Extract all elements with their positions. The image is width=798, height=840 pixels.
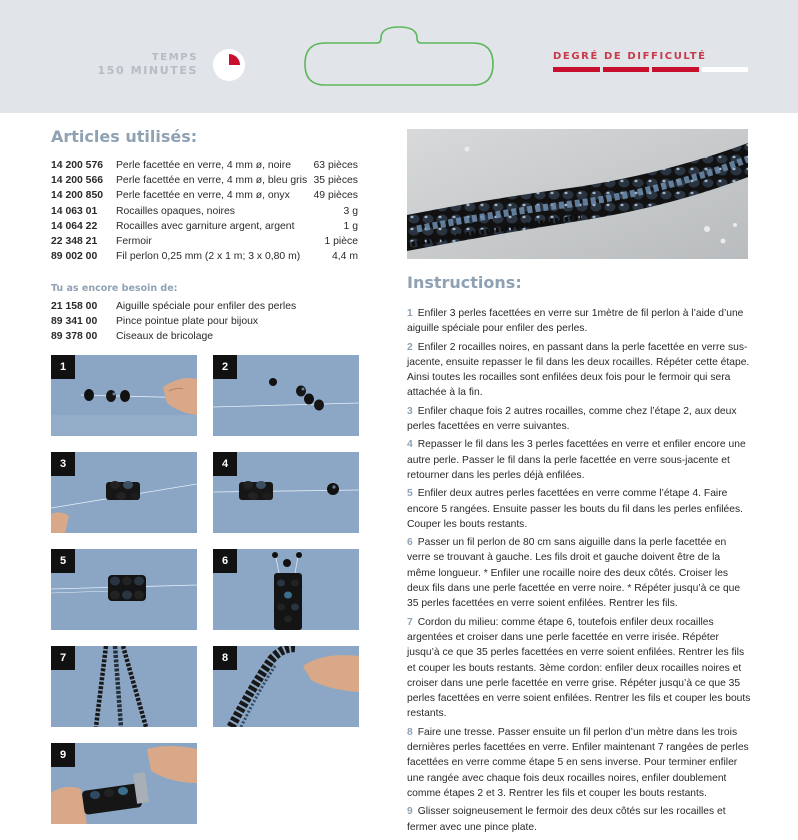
step-text: Glisser soigneusement le fermoir des deux côtés sur les rocailles et fermer avec une pince plate. [407, 806, 726, 833]
step-number: 1 [407, 308, 413, 319]
step-number-badge: 5 [51, 549, 75, 573]
header-tab-outline [303, 26, 495, 86]
materials-list [51, 158, 358, 264]
step-text: Repasser le fil dans les 3 perles facettées en verre et enfiler encore une autre perle. Passer le fil dans la perle facettée en verre sous-jacente et retourner dans les perles déjà enfilées. [407, 439, 746, 481]
header-band [0, 0, 798, 113]
material-row [51, 234, 358, 249]
step-text: Enfiler chaque fois 2 autres rocailles, comme chez l’étape 2, aux deux perles facettées en verre suivantes. [407, 405, 737, 433]
article-desc: Pince pointue plate pour bijoux [116, 316, 259, 328]
material-row [51, 219, 358, 234]
article-qty: 63 pièces [313, 160, 358, 171]
materials-title: Articles utilisés: [51, 127, 198, 146]
material-row [51, 249, 358, 264]
article-code: 89 341 00 [51, 316, 98, 328]
step-text: Passer un fil perlon de 80 cm sans aiguille dans la perle facettée en verre se trouvant à gauche. Les fils droit et gauche doivent être de la même longueur. * Enfiler une rocaille noire des deux côtés. Croiser les deux fils dans une perle facettée en verre noire. * Répéter jusqu’à ce que 35 perles facettées en verre soient enfilées. Rentrer les fils. [407, 537, 741, 610]
article-desc: Fil perlon 0,25 mm (2 x 1 m; 3 x 0,80 m) [116, 251, 301, 263]
instruction-step [407, 486, 751, 532]
time-block [97, 52, 198, 77]
step-number-badge: 4 [213, 452, 237, 476]
instruction-step [407, 404, 751, 435]
step-number-badge: 8 [213, 646, 237, 670]
step-text: Faire une tresse. Passer ensuite un fil perlon d’un mètre dans les trois dernières perles facettées en verre. Enfiler maintenant 7 rangées de perles facettées en verre comme étape 5 en sens inverse. Pour terminer enfiler une rangée avec chaque fois deux rocailles noires, enfiler doublement comme étapes 2 et 3. Rentrer les fils et couper les bouts restants. [407, 726, 749, 799]
article-code: 14 200 566 [51, 175, 104, 187]
step-text: Enfiler 3 perles facettées en verre sur 1mètre de fil perlon à l’aide d’une aiguille spéciale pour enfiler des perles. [407, 308, 744, 335]
material-row [51, 173, 358, 188]
difficulty-meter [553, 67, 748, 72]
article-code: 14 200 576 [51, 160, 104, 171]
article-code: 22 348 21 [51, 235, 98, 247]
step-number-badge: 2 [213, 355, 237, 379]
article-code: 14 064 22 [51, 220, 98, 232]
step-number: 6 [407, 537, 413, 549]
step-text: Enfiler 2 rocailles noires, en passant dans la perle facettée en verre sus-jacente, ensuite repasser le fil dans les deux rocailles. Répéter cette étape. Ainsi toutes les rocailles sont enfilées deux fois pour le fermoir qui sera attachée à la fin. [407, 341, 750, 399]
instruction-step [407, 535, 751, 611]
step-photo-5 [51, 549, 197, 630]
step-number-badge: 1 [51, 355, 75, 379]
material-row [51, 158, 358, 173]
article-qty: 35 pièces [313, 175, 358, 187]
time-label: TEMPS [151, 52, 198, 63]
step-photo-3 [51, 452, 197, 533]
step-number-badge: 6 [213, 549, 237, 573]
material-row [51, 188, 358, 203]
step-photo-1 [51, 355, 197, 436]
instruction-step [407, 725, 751, 801]
article-code: 14 200 850 [51, 190, 104, 202]
tools-list [51, 299, 358, 345]
instruction-step [407, 804, 751, 835]
article-desc: Perle facettée en verre, 4 mm ø, bleu gris [116, 175, 308, 187]
difficulty-segment [553, 67, 600, 72]
article-qty: 4,4 m [332, 251, 358, 263]
article-qty: 1 pièce [324, 235, 358, 247]
step-photo-8 [213, 646, 359, 727]
clock-icon [213, 49, 245, 81]
article-qty: 49 pièces [313, 190, 358, 202]
clock-wedge [229, 54, 240, 65]
step-photo-9 [51, 743, 197, 824]
step-text: Enfiler deux autres perles facettées en verre comme l’étape 4. Faire encore 5 rangées. Ensuite passer les bouts du fil dans les perles enfilées. Couper les bouts restants. [407, 488, 743, 530]
article-desc: Aiguille spéciale pour enfiler des perles [116, 301, 297, 312]
article-code: 89 002 00 [51, 251, 98, 263]
article-qty: 3 g [343, 205, 358, 217]
step-number-badge: 3 [51, 452, 75, 476]
article-desc: Fermoir [116, 235, 152, 247]
article-desc: Perle facettée en verre, 4 mm ø, onyx [116, 190, 290, 202]
difficulty-segment [603, 67, 650, 72]
article-code: 21 158 00 [51, 301, 98, 312]
instruction-step [407, 340, 751, 401]
tool-row [51, 314, 358, 329]
instructions-list [407, 306, 751, 838]
article-desc: Perle facettée en verre, 4 mm ø, noire [116, 160, 291, 171]
step-number: 9 [407, 806, 413, 818]
article-desc: Rocailles avec garniture argent, argent [116, 220, 295, 232]
difficulty-label: DEGRÉ DE DIFFICULTÉ [553, 51, 707, 62]
instruction-step [407, 437, 751, 483]
instruction-step [407, 615, 751, 722]
step-photo-7 [51, 646, 197, 727]
tool-row [51, 329, 358, 344]
step-number: 2 [407, 341, 413, 353]
instruction-step [407, 306, 751, 337]
step-photo-4 [213, 452, 359, 533]
step-photo-2 [213, 355, 359, 436]
difficulty-segment [652, 67, 699, 72]
material-row [51, 204, 358, 219]
step-number: 4 [407, 439, 413, 451]
tools-title: Tu as encore besoin de: [51, 283, 178, 294]
step-photo-6 [213, 549, 359, 630]
article-desc: Ciseaux de bricolage [116, 331, 214, 343]
step-number-badge: 9 [51, 743, 75, 767]
article-desc: Rocailles opaques, noires [116, 205, 235, 217]
time-value: 150 MINUTES [97, 64, 198, 77]
step-number: 8 [407, 726, 413, 738]
finished-bracelet-photo [407, 129, 748, 259]
step-text: Cordon du milieu: comme étape 6, toutefois enfiler deux rocailles argentées et croiser dans une perle facettée en verre irisée. Répéter jusqu’à ce que 35 perles facettées en verre soient enfilées. Rentrer les fils et couper les bouts restants. 3ème cordon: enfiler deux rocailles noires et croiser dans une perle facettée en verre grise. Répéter jusqu’à ce que 35 perles facettées en verre soient enfilées. Rentrer les fils et couper les bouts restants. [407, 616, 751, 720]
article-code: 14 063 01 [51, 205, 98, 217]
step-number: 7 [407, 616, 413, 628]
difficulty-segment [702, 67, 749, 72]
article-code: 89 378 00 [51, 331, 98, 343]
tool-row [51, 299, 358, 314]
step-number-badge: 7 [51, 646, 75, 670]
instructions-title: Instructions: [407, 273, 522, 292]
step-number: 3 [407, 405, 413, 417]
article-qty: 1 g [343, 220, 358, 232]
step-number: 5 [407, 488, 413, 500]
